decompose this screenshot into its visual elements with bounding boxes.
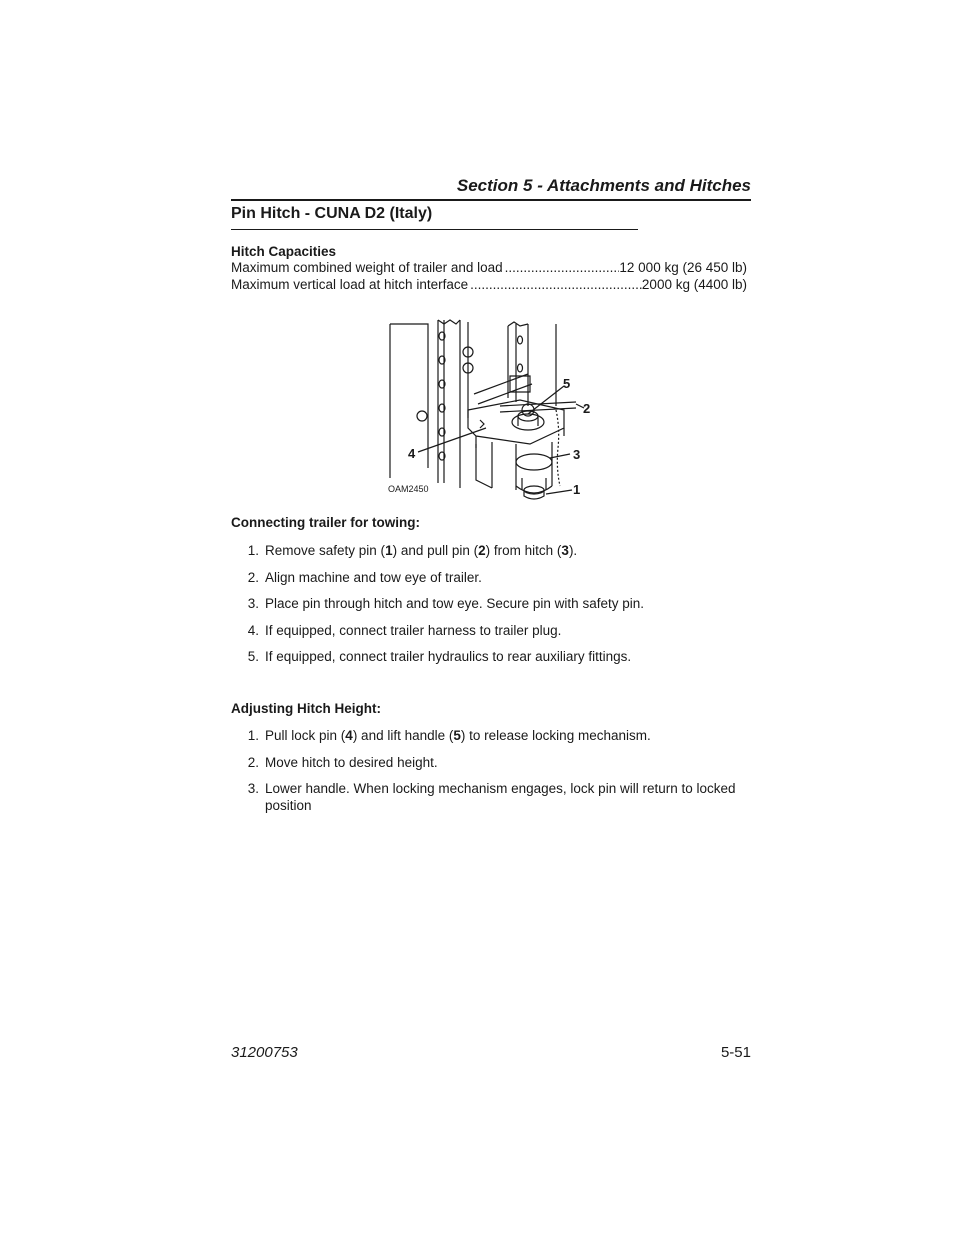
callout-4: 4 (408, 446, 416, 461)
list-item (231, 542, 761, 559)
step-number: 1 . (231, 542, 259, 559)
adjusting-steps (231, 727, 761, 824)
callout-5: 5 (563, 376, 571, 391)
leader-dots (503, 260, 620, 277)
spec-row-vertical-load (231, 277, 747, 294)
spec-value: 12 000 kg (26 450 lb) (619, 260, 747, 275)
step-number: 5 . (231, 648, 259, 665)
spec-value: 2000 kg (4400 lb) (641, 277, 747, 292)
spec-label: Maximum vertical load at hitch interface (231, 277, 469, 292)
step-text: Remove safety pin (1) and pull pin (2) from hitch (3). (265, 543, 578, 558)
spec-row-combined-weight (231, 260, 747, 277)
step-number: 2 . (231, 569, 259, 586)
list-item (231, 569, 761, 586)
list-item (231, 648, 761, 665)
pin-hitch-illustration (380, 318, 600, 504)
figure-code: OAM2450 (388, 484, 429, 494)
step-text: If equipped, connect trailer harness to trailer plug. (265, 622, 562, 638)
list-item (231, 754, 761, 771)
step-number: 3 . (231, 595, 259, 612)
step-text: Pull lock pin (4) and lift handle (5) to release locking mechanism. (265, 728, 651, 743)
callout-2: 2 (583, 401, 591, 416)
adjusting-heading: Adjusting Hitch Height: (231, 701, 381, 716)
document-number: 31200753 (231, 1044, 298, 1061)
callout-1: 1 (573, 482, 581, 497)
hitch-capacities-heading: Hitch Capacities (231, 244, 337, 259)
step-number: 2 . (231, 754, 259, 771)
list-item (231, 595, 761, 612)
step-text: Lower handle. When locking mechanism engages, lock pin will return to locked position (265, 781, 736, 813)
page-number: 5-51 (720, 1044, 751, 1061)
step-text: If equipped, connect trailer hydraulics to rear auxiliary fittings. (265, 649, 632, 664)
list-item (231, 622, 761, 639)
step-number: 4 . (231, 622, 259, 639)
section-header: Section 5 - Attachments and Hitches (231, 176, 751, 201)
connecting-steps (231, 542, 761, 675)
leader-dots (468, 277, 642, 294)
step-number: 3 . (231, 780, 259, 814)
callout-3: 3 (573, 447, 581, 462)
step-text: Align machine and tow eye of trailer. (265, 569, 482, 585)
page-title: Pin Hitch - CUNA D2 (Italy) (231, 205, 638, 230)
spec-label: Maximum combined weight of trailer and load (231, 260, 503, 275)
list-item (231, 727, 761, 744)
step-number: 1 . (231, 727, 259, 744)
pin-hitch-figure (380, 318, 600, 504)
step-text: Move hitch to desired height. (265, 754, 438, 770)
connecting-heading: Connecting trailer for towing: (231, 515, 420, 530)
step-text: Place pin through hitch and tow eye. Secure pin with safety pin. (265, 596, 644, 611)
list-item (231, 780, 747, 814)
